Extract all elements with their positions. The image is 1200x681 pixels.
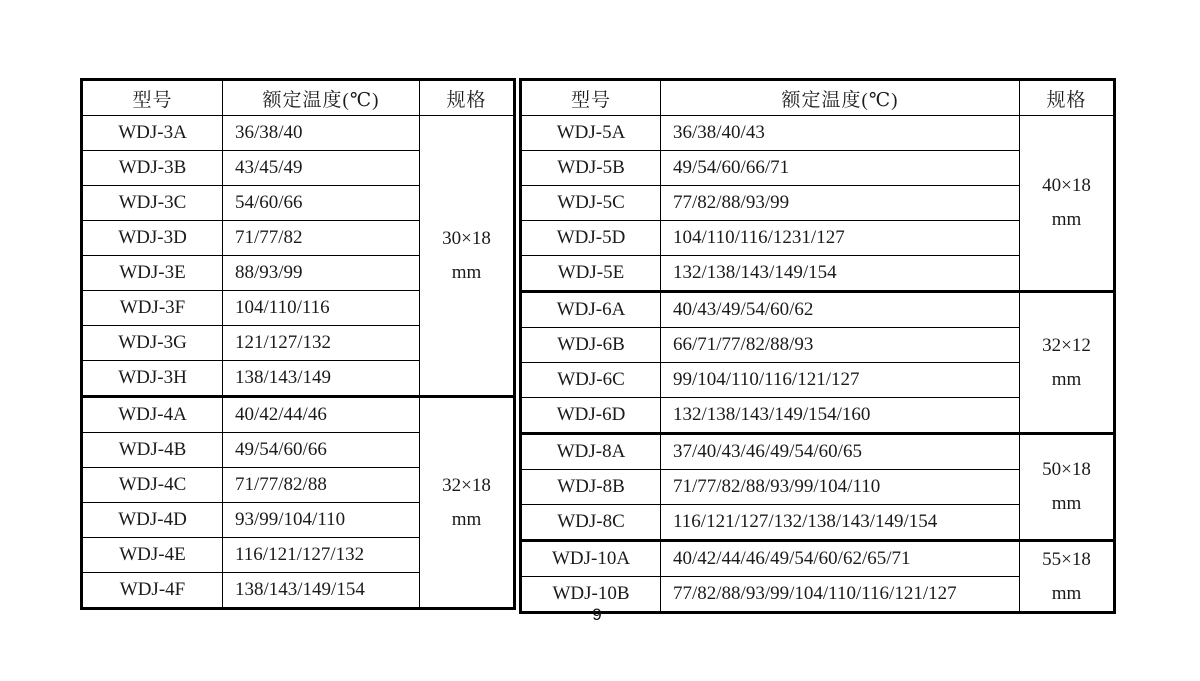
temperature-cell: 77/82/88/93/99/104/110/116/121/127: [661, 577, 1020, 613]
spec-unit: mm: [451, 508, 482, 530]
spec-cell: [1020, 541, 1115, 613]
temperature-cell: 71/77/82: [223, 221, 420, 256]
spec-size: 32×12: [1042, 334, 1091, 356]
temperature-cell: 40/42/44/46/49/54/60/62/65/71: [661, 541, 1020, 577]
temperature-cell: 104/110/116/1231/127: [661, 221, 1020, 256]
temperature-cell: 104/110/116: [223, 291, 420, 326]
temperature-header: 额定温度(℃): [661, 80, 1020, 116]
temperature-cell: 71/77/82/88: [223, 468, 420, 503]
model-header: 型号: [82, 80, 223, 116]
model-cell: WDJ-5B: [521, 151, 661, 186]
temperature-cell: 43/45/49: [223, 151, 420, 186]
model-cell: WDJ-8C: [521, 505, 661, 541]
temperature-cell: 116/121/127/132: [223, 538, 420, 573]
model-cell: WDJ-6C: [521, 363, 661, 398]
spec-table-left: [80, 78, 516, 610]
model-header: 型号: [521, 80, 661, 116]
temperature-cell: 121/127/132: [223, 326, 420, 361]
spec-cell: [420, 116, 515, 397]
temperature-cell: 138/143/149: [223, 361, 420, 397]
temperature-cell: 138/143/149/154: [223, 573, 420, 609]
temperature-cell: 71/77/82/88/93/99/104/110: [661, 470, 1020, 505]
temperature-cell: 77/82/88/93/99: [661, 186, 1020, 221]
model-cell: WDJ-5A: [521, 116, 661, 151]
table-row: [521, 434, 1115, 470]
table-row: [521, 292, 1115, 328]
temperature-cell: 40/42/44/46: [223, 397, 420, 433]
temperature-cell: 88/93/99: [223, 256, 420, 291]
model-cell: WDJ-6B: [521, 328, 661, 363]
spec-unit: mm: [1051, 493, 1082, 514]
spec-size: 30×18: [442, 227, 491, 249]
temperature-cell: 40/43/49/54/60/62: [661, 292, 1020, 328]
model-cell: WDJ-4B: [82, 433, 223, 468]
temperature-cell: 54/60/66: [223, 186, 420, 221]
model-cell: WDJ-4A: [82, 397, 223, 433]
spec-size: 50×18: [1042, 459, 1091, 480]
model-cell: WDJ-10B: [521, 577, 661, 613]
spec-tables-container: [80, 78, 1116, 614]
temperature-cell: 37/40/43/46/49/54/60/65: [661, 434, 1020, 470]
spec-size: 32×18: [442, 474, 491, 496]
temperature-cell: 36/38/40: [223, 116, 420, 151]
spec-size: 40×18: [1042, 175, 1091, 196]
spec-unit: mm: [1051, 209, 1082, 230]
temperature-cell: 49/54/60/66: [223, 433, 420, 468]
temperature-cell: 49/54/60/66/71: [661, 151, 1020, 186]
temperature-cell: 99/104/110/116/121/127: [661, 363, 1020, 398]
model-cell: WDJ-4D: [82, 503, 223, 538]
model-cell: WDJ-10A: [521, 541, 661, 577]
spec-header: 规格: [420, 80, 515, 116]
spec-header: 规格: [1020, 80, 1115, 116]
temperature-header: 额定温度(℃): [223, 80, 420, 116]
model-cell: WDJ-3B: [82, 151, 223, 186]
model-cell: WDJ-3H: [82, 361, 223, 397]
header-row: [82, 80, 515, 116]
page-number: 9: [592, 605, 602, 624]
spec-size: 55×18: [1042, 548, 1091, 570]
table-row: [521, 116, 1115, 151]
model-cell: WDJ-4F: [82, 573, 223, 609]
model-cell: WDJ-3A: [82, 116, 223, 151]
spec-cell: [1020, 292, 1115, 434]
temperature-cell: 93/99/104/110: [223, 503, 420, 538]
header-row: [521, 80, 1115, 116]
model-cell: WDJ-3D: [82, 221, 223, 256]
spec-unit: mm: [451, 261, 482, 283]
model-cell: WDJ-5D: [521, 221, 661, 256]
spec-cell: [1020, 116, 1115, 292]
temperature-cell: 132/138/143/149/154: [661, 256, 1020, 292]
table-row: [82, 116, 515, 151]
temperature-cell: 36/38/40/43: [661, 116, 1020, 151]
temperature-cell: 132/138/143/149/154/160: [661, 398, 1020, 434]
spec-unit: mm: [1051, 582, 1082, 604]
model-cell: WDJ-3C: [82, 186, 223, 221]
spec-table-right: [519, 78, 1116, 614]
model-cell: WDJ-5E: [521, 256, 661, 292]
model-cell: WDJ-6D: [521, 398, 661, 434]
spec-unit: mm: [1051, 368, 1082, 390]
model-cell: WDJ-6A: [521, 292, 661, 328]
model-cell: WDJ-4E: [82, 538, 223, 573]
spec-cell: [420, 397, 515, 609]
model-cell: WDJ-3E: [82, 256, 223, 291]
table-row: [521, 541, 1115, 577]
model-cell: WDJ-5C: [521, 186, 661, 221]
model-cell: WDJ-4C: [82, 468, 223, 503]
model-cell: WDJ-8B: [521, 470, 661, 505]
temperature-cell: 66/71/77/82/88/93: [661, 328, 1020, 363]
model-cell: WDJ-3G: [82, 326, 223, 361]
spec-cell: [1020, 434, 1115, 541]
table-row: [82, 397, 515, 433]
model-cell: WDJ-3F: [82, 291, 223, 326]
model-cell: WDJ-8A: [521, 434, 661, 470]
temperature-cell: 116/121/127/132/138/143/149/154: [661, 505, 1020, 541]
